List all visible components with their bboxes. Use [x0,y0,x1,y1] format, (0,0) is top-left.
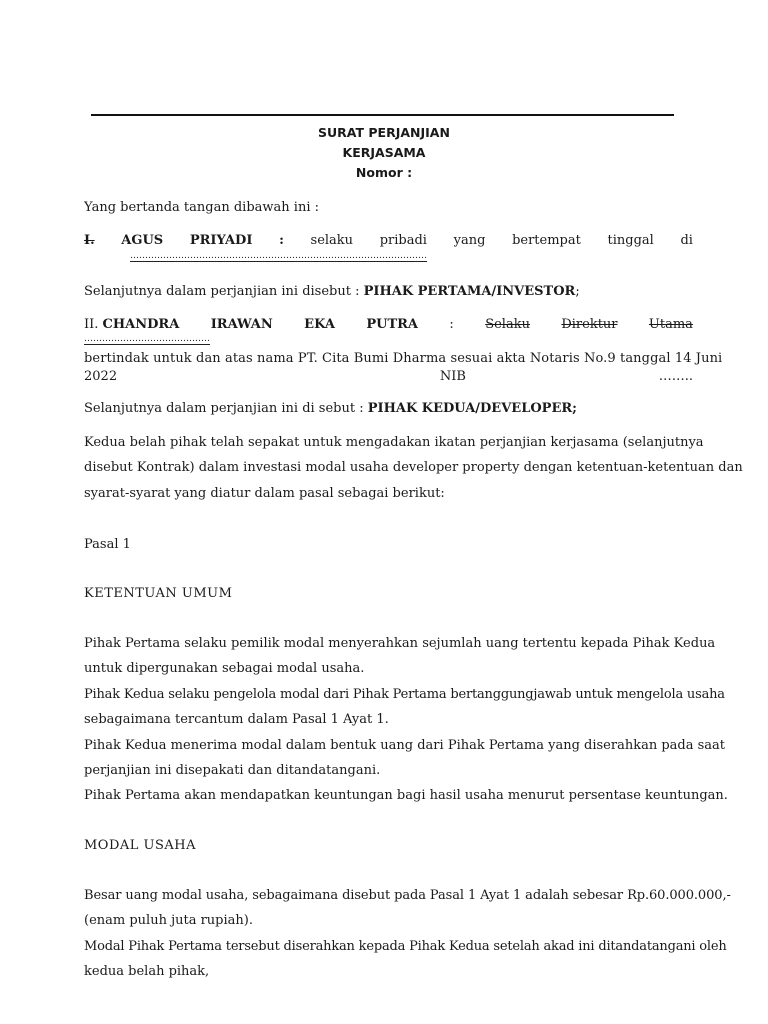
party2-role-word: Direktur [561,317,618,332]
agreement-line: Kedua belah pihak telah sepakat untuk mengadakan ikatan perjanjian kerjasama (selanjutnya [84,435,704,450]
party2-name-first: CHANDRA [102,317,180,332]
party1-word: tinggal [607,233,654,248]
pasal-heading: Pasal 1 [84,537,131,552]
party1-word: pribadi [379,233,427,248]
party2-nib-label: NIB [439,369,466,384]
party1-word: bertempat [512,233,581,248]
party1-number: I. [84,233,95,248]
header-rule [91,114,674,116]
section1-line: perjanjian ini disepakati dan ditandatangani. [84,763,381,778]
party2-authority-line: bertindak untuk dan atas nama PT. Cita Bumi Dharma sesuai akta Notaris No.9 tanggal 14 Juni [84,351,723,366]
document-title: SURAT PERJANJIAN [318,125,450,140]
party2-role-word: Selaku [485,317,530,332]
party2-nib-dots: …….. [658,369,693,384]
party2-name-part: IRAWAN [210,317,273,332]
section2-line: Modal Pihak Pertama tersebut diserahkan kepada Pihak Kedua setelah akad ini ditandatangani oleh [84,939,727,954]
section-heading-ketentuan-umum: KETENTUAN UMUM [84,586,233,601]
section1-line: Pihak Kedua menerima modal dalam bentuk uang dari Pihak Pertama yang diserahkan pada saat [84,738,726,753]
party1-line [84,232,693,250]
section-heading-modal-usaha: MODAL USAHA [84,838,197,853]
party1-word: di [680,233,693,248]
party2-number: II. [84,317,99,332]
section2-line: kedua belah pihak, [84,964,210,979]
party1-colon: : [279,233,284,248]
party1-name-first: AGUS [121,233,164,248]
party2-year: 2022 [84,369,118,384]
document-number: Nomor : [355,165,413,180]
party2-designation: PIHAK KEDUA/DEVELOPER; [367,401,577,416]
section2-line: Besar uang modal usaha, sebagaimana disebut pada Pasal 1 Ayat 1 adalah sebesar Rp.60.000.000,- [84,888,731,903]
party1-word: yang [453,233,486,248]
intro-text: Yang bertanda tangan dibawah ini : [84,200,319,215]
section1-line: Pihak Pertama akan mendapatkan keuntungan bagi hasil usaha menurut persentase keuntungan. [84,788,728,803]
party1-designation: PIHAK PERTAMA/INVESTOR [363,284,576,299]
party2-line [84,316,693,334]
agreement-line: syarat-syarat yang diatur dalam pasal sebagai berikut: [84,486,445,501]
party2-reference: Selanjutnya dalam perjanjian ini di sebut : PIHAK KEDUA/DEVELOPER; [84,401,577,416]
party1-address-dots: ……………………………………………………………………………………… [130,251,427,261]
party2-name-part: PUTRA [366,317,419,332]
party1-reference: Selanjutnya dalam perjanjian ini disebut : PIHAK PERTAMA/INVESTOR; [84,284,580,299]
party1-name-last: PRIYADI [189,233,253,248]
document-subtitle: KERJASAMA [342,145,426,160]
party2-role-word: Utama [648,317,693,332]
section1-line: Pihak Kedua selaku pengelola modal dari Pihak Pertama bertanggungjawab untuk mengelola usaha [84,687,725,702]
agreement-line: disebut Kontrak) dalam investasi modal usaha developer property dengan ketentuan-ketentuan dan [84,460,743,475]
party2-nib-line [84,368,693,386]
section1-line: sebagaimana tercantum dalam Pasal 1 Ayat 1. [84,712,389,727]
party2-colon: : [449,317,454,332]
party1-word: selaku [310,233,354,248]
section2-line: (enam puluh juta rupiah). [84,913,253,928]
party2-role-dots: …………………………………… [84,334,210,344]
party2-name-part: EKA [304,317,335,332]
section1-line: untuk dipergunakan sebagai modal usaha. [84,661,365,676]
section1-line: Pihak Pertama selaku pemilik modal menyerahkan sejumlah uang tertentu kepada Pihak Kedua [84,636,716,651]
